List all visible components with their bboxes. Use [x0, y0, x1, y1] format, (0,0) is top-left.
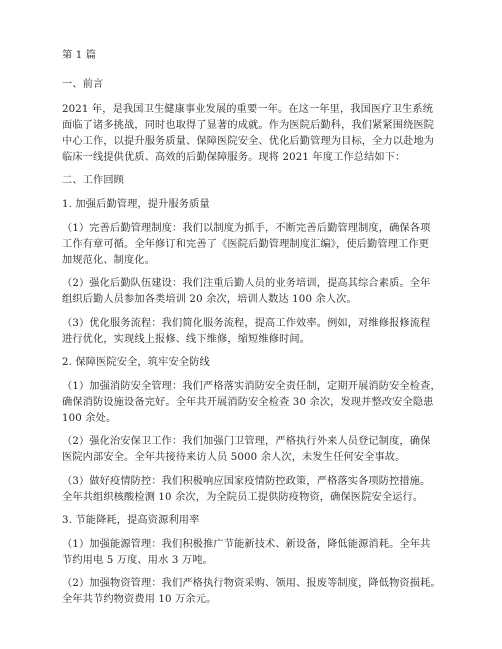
paragraph-line: 组织后勤人员参加各类培训 20 余次，培训人数达 100 余人次。: [62, 294, 357, 305]
paragraph-line: 工作有章可循。全年修订和完善了《医院后勤管理制度汇编》，使后勤管理工作更: [62, 239, 430, 250]
paragraph-line: 进行优化，实现线上报修、线下维修，缩短维修时间。: [62, 334, 311, 345]
paragraph-line: 100 余处。: [62, 413, 117, 424]
subheading: 1. 加强后勤管理，提升服务质量: [62, 199, 210, 210]
paragraph-line: （1）加强能源管理：我们积极推广节能新技术、新设备，降低能源消耗。全年共: [62, 539, 431, 550]
paragraph-line: 确保消防设施设备完好。全年共开展消防安全检查 30 余次，发现并整改安全隐患: [62, 397, 434, 408]
paragraph-line: （3）做好疫情防控：我们积极响应国家疫情防控政策，严格落实各项防控措施。: [62, 476, 431, 487]
paragraph-line: 2021 年，是我国卫生健康事业发展的重要一年。在这一年里，我国医疗卫生系统: [62, 104, 434, 115]
paragraph-line: （2）强化后勤队伍建设：我们注重后勤人员的业务培训，提高其综合素质。全年: [62, 278, 431, 289]
paragraph-line: 加规范化、制度化。: [62, 255, 156, 266]
paragraph-line: 节约用电 5 万度、用水 3 万吨。: [62, 555, 213, 566]
paragraph-line: 医院内部安全。全年共接待来访人员 5000 余人次，未发生任何安全事故。: [62, 452, 406, 463]
paragraph-line: 全年共组织核酸检测 10 余次，为全院员工提供防疫物资，确保医院安全运行。: [62, 492, 424, 503]
paragraph-line: （1）完善后勤管理制度：我们以制度为抓手，不断完善后勤管理制度，确保各项: [62, 223, 431, 234]
section-heading: 一、前言: [62, 79, 104, 90]
paragraph-line: 临床一线提供优质、高效的后勤保障服务。现将 2021 年度工作总结如下：: [62, 152, 406, 163]
subheading: 2. 保障医院安全，筑牢安全防线: [62, 357, 210, 368]
paragraph-line: （2）强化治安保卫工作：我们加强门卫管理，严格执行外来人员登记制度，确保: [62, 436, 431, 447]
paragraph-line: （2）加强物资管理：我们严格执行物资采购、领用、报废等制度，降低物资损耗。: [62, 578, 441, 589]
paragraph-line: 中心工作，以提升服务质量、保障医院安全、优化后勤管理为目标，全力以赴地为: [62, 136, 435, 147]
paragraph-line: 全年共节约物资费用 10 万余元。: [62, 594, 217, 605]
paragraph-line: （3）优化服务流程：我们简化服务流程，提高工作效率。例如，对维修报修流程: [62, 318, 431, 329]
paragraph-line: （1）加强消防安全管理：我们严格落实消防安全责任制，定期开展消防安全检查，: [62, 381, 441, 392]
section-heading: 二、工作回顾: [62, 175, 125, 186]
section-heading: 第 1 篇: [62, 50, 97, 61]
paragraph-line: 面临了诸多挑战，同时也取得了显著的成就。作为医院后勤科，我们紧紧围绕医院: [62, 120, 435, 131]
subheading: 3. 节能降耗，提高资源利用率: [62, 515, 200, 526]
